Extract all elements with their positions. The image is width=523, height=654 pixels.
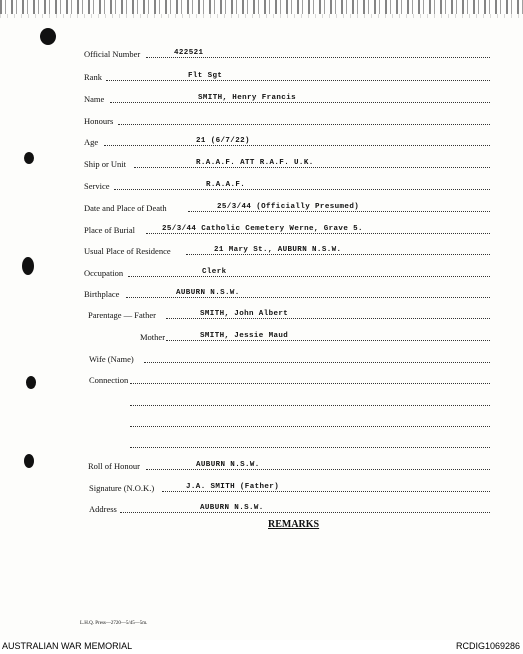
field-age bbox=[0, 133, 523, 149]
field-birthplace bbox=[0, 285, 523, 301]
value-ship-or-unit: R.A.A.F. ATT R.A.F. U.K. bbox=[196, 159, 314, 167]
scan-edge-shadow bbox=[0, 14, 523, 18]
field-date-place-death bbox=[0, 199, 523, 215]
label-roll-of-honour: Roll of Honour bbox=[88, 461, 140, 471]
field-address bbox=[0, 500, 523, 516]
value-date-place-death: 25/3/44 (Officially Presumed) bbox=[217, 203, 360, 211]
fill-line bbox=[118, 124, 490, 125]
footer-institution: AUSTRALIAN WAR MEMORIAL bbox=[2, 641, 133, 651]
fill-line bbox=[146, 469, 490, 470]
value-parentage-father: SMITH, John Albert bbox=[200, 310, 289, 318]
remarks-heading: REMARKS bbox=[268, 519, 320, 530]
field-wife bbox=[0, 350, 523, 366]
scan-edge bbox=[0, 0, 523, 14]
fill-line bbox=[106, 80, 490, 81]
connection-continuation bbox=[0, 393, 523, 409]
fill-line bbox=[188, 211, 490, 212]
fill-line bbox=[110, 102, 490, 103]
value-place-burial: 25/3/44 Catholic Cemetery Werne, Grave 5. bbox=[162, 225, 363, 233]
value-parentage-mother: SMITH, Jessie Maud bbox=[200, 332, 289, 340]
label-name: Name bbox=[84, 94, 105, 104]
value-service: R.A.A.F. bbox=[206, 181, 246, 189]
field-signature-nok bbox=[0, 479, 523, 495]
value-roll-of-honour: AUBURN N.S.W. bbox=[196, 461, 260, 469]
label-service: Service bbox=[84, 181, 110, 191]
field-occupation bbox=[0, 264, 523, 280]
label-place-burial: Place of Burial bbox=[84, 225, 135, 235]
fill-line bbox=[120, 512, 490, 513]
fill-line bbox=[126, 297, 490, 298]
fill-line bbox=[146, 57, 490, 58]
label-parentage-mother: Mother bbox=[140, 332, 166, 342]
label-occupation: Occupation bbox=[84, 268, 124, 278]
fill-line bbox=[166, 340, 490, 341]
value-usual-residence: 21 Mary St., AUBURN N.S.W. bbox=[214, 246, 342, 254]
value-address: AUBURN N.S.W. bbox=[200, 504, 264, 512]
printer-imprint: L.H.Q. Press—2720—5/45—5m. bbox=[80, 621, 148, 626]
punch-hole bbox=[40, 28, 56, 45]
value-official-number: 422521 bbox=[174, 49, 204, 57]
value-name: SMITH, Henry Francis bbox=[198, 94, 297, 102]
field-ship-or-unit bbox=[0, 155, 523, 171]
field-official-number bbox=[0, 45, 523, 61]
field-rank bbox=[0, 68, 523, 84]
fill-line bbox=[130, 426, 490, 427]
label-official-number: Official Number bbox=[84, 49, 141, 59]
label-honours: Honours bbox=[84, 116, 114, 126]
label-wife: Wife (Name) bbox=[89, 354, 134, 364]
field-usual-residence bbox=[0, 242, 523, 258]
fill-line bbox=[166, 318, 490, 319]
label-date-place-death: Date and Place of Death bbox=[84, 203, 167, 213]
field-parentage-father bbox=[0, 306, 523, 322]
fill-line bbox=[146, 233, 490, 234]
value-rank: Flt Sgt bbox=[188, 72, 223, 80]
value-birthplace: AUBURN N.S.W. bbox=[176, 289, 240, 297]
fill-line bbox=[104, 145, 490, 146]
field-parentage-mother bbox=[0, 328, 523, 344]
field-honours bbox=[0, 112, 523, 128]
fill-line bbox=[130, 447, 490, 448]
fill-line bbox=[130, 405, 490, 406]
label-signature-nok: Signature (N.O.K.) bbox=[89, 483, 155, 493]
value-age: 21 (6/7/22) bbox=[196, 137, 250, 145]
fill-line bbox=[128, 276, 490, 277]
label-parentage-father: Parentage — Father bbox=[88, 310, 156, 320]
label-connection: Connection bbox=[89, 375, 129, 385]
label-rank: Rank bbox=[84, 72, 102, 82]
field-name bbox=[0, 90, 523, 106]
label-age: Age bbox=[84, 137, 99, 147]
label-usual-residence: Usual Place of Residence bbox=[84, 246, 171, 256]
fill-line bbox=[144, 362, 490, 363]
fill-line bbox=[114, 189, 490, 190]
footer-record-id: RCDIG1069286 bbox=[455, 641, 520, 651]
fill-line bbox=[162, 491, 490, 492]
fill-line bbox=[130, 383, 490, 384]
fill-line bbox=[186, 254, 490, 255]
fill-line bbox=[134, 167, 490, 168]
field-place-burial bbox=[0, 221, 523, 237]
value-occupation: Clerk bbox=[202, 268, 227, 276]
value-signature-nok: J.A. SMITH (Father) bbox=[186, 483, 280, 491]
field-service bbox=[0, 177, 523, 193]
label-address: Address bbox=[89, 504, 117, 514]
label-ship-or-unit: Ship or Unit bbox=[84, 159, 127, 169]
field-connection bbox=[0, 371, 523, 387]
connection-continuation bbox=[0, 435, 523, 451]
archive-footer bbox=[0, 640, 523, 654]
label-birthplace: Birthplace bbox=[84, 289, 120, 299]
field-roll-of-honour bbox=[0, 457, 523, 473]
connection-continuation bbox=[0, 414, 523, 430]
